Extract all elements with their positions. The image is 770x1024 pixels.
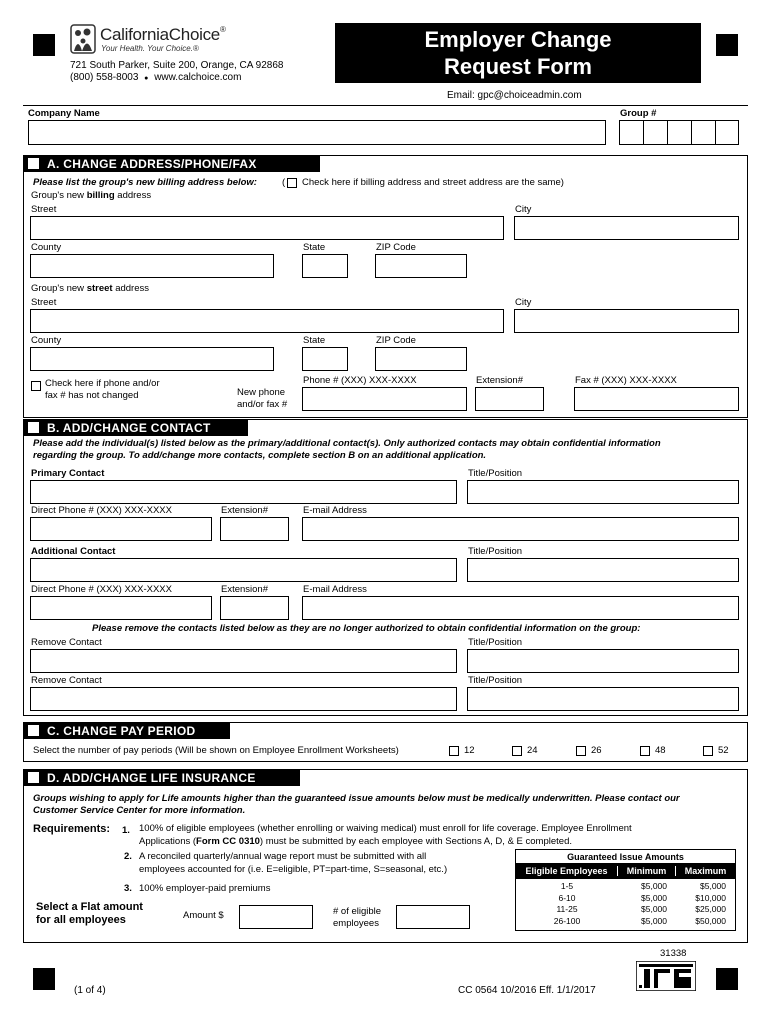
section-a-title: A. CHANGE ADDRESS/PHONE/FAX [47, 156, 257, 171]
street-state-field[interactable] [302, 347, 348, 371]
form-title-line-2: Request Form [444, 54, 592, 79]
street-county-field[interactable] [30, 347, 274, 371]
section-c-header [23, 722, 230, 739]
remove-title-2-label: Title/Position [468, 675, 523, 686]
pay-period-48-checkbox[interactable] [640, 746, 650, 756]
remove-contact-2-label: Remove Contact [31, 675, 102, 686]
same-address-label: Check here if billing address and street address are the same) [302, 177, 564, 188]
phone-unchanged-label-2: fax # has not changed [45, 390, 139, 401]
page-number: (1 of 4) [74, 985, 106, 996]
pay-period-24-label: 24 [527, 745, 538, 756]
pay-period-24-checkbox[interactable] [512, 746, 522, 756]
billing-address-heading: Group's new billing address [31, 190, 152, 201]
eligible-employees-label-2: employees [333, 918, 379, 929]
company-contact-line [70, 72, 241, 83]
street-street-field[interactable] [30, 309, 504, 333]
table-cell: $5,000 [641, 892, 667, 903]
logo [70, 24, 270, 56]
requirement-3-number: 3. [124, 883, 132, 894]
table-cell: 1-5 [560, 881, 574, 891]
remove-title-2-field[interactable] [467, 687, 739, 711]
additional-contact-field[interactable] [30, 558, 457, 582]
street-zip-field[interactable] [375, 347, 467, 371]
group-number-field[interactable] [619, 120, 739, 145]
additional-contact-label: Additional Contact [31, 546, 116, 557]
table-cell: $50,000 [695, 915, 726, 926]
table-cell: $5,000 [700, 881, 726, 891]
flat-amount-label-2: for all employees [36, 914, 126, 926]
billing-state-field[interactable] [302, 254, 348, 278]
guaranteed-issue-table [515, 849, 736, 931]
requirement-1-number: 1. [122, 825, 130, 836]
billing-county-label: County [31, 242, 62, 253]
billing-zip-label: ZIP Code [376, 242, 416, 253]
requirement-3-text: 100% employer-paid premiums [139, 883, 271, 894]
family-logo-icon [70, 24, 96, 54]
eligible-employees-field[interactable] [396, 905, 470, 929]
contact-email: Email: gpc@choiceadmin.com [447, 90, 582, 101]
section-b-header [23, 419, 248, 436]
barcode-icon [636, 961, 696, 991]
form-title-block [335, 23, 701, 83]
phone-unchanged-checkbox[interactable] [31, 381, 41, 391]
bullet-separator: ● [144, 75, 149, 82]
street-city-label: City [515, 297, 532, 308]
requirements-label: Requirements: [33, 823, 111, 835]
extension-field[interactable] [475, 387, 544, 411]
guaranteed-issue-header-row [516, 863, 735, 879]
same-address-checkbox[interactable] [287, 178, 297, 188]
primary-email-label: E-mail Address [303, 505, 367, 516]
remove-title-1-label: Title/Position [468, 637, 523, 648]
table-cell: $25,000 [695, 904, 726, 914]
guaranteed-issue-rows [516, 879, 735, 930]
primary-phone-field[interactable] [30, 517, 212, 541]
new-phone-label-1: New phone [237, 387, 286, 398]
section-a-header [23, 155, 320, 172]
section-b-title: B. ADD/CHANGE CONTACT [47, 420, 211, 435]
billing-city-label: City [515, 204, 532, 215]
logo-tagline: Your Health. Your Choice.® [101, 44, 199, 53]
table-cell: $5,000 [641, 915, 667, 926]
billing-zip-field[interactable] [375, 254, 467, 278]
pay-period-48-label: 48 [655, 745, 666, 756]
street-street-label: Street [31, 297, 57, 308]
primary-extension-label: Extension# [221, 505, 269, 516]
form-title-line-1: Employer Change [424, 27, 612, 52]
additional-extension-field[interactable] [220, 596, 289, 620]
table-cell: $5,000 [641, 904, 667, 914]
extension-label: Extension# [476, 375, 524, 386]
company-address: 721 South Parker, Suite 200, Orange, CA 92868 [70, 60, 284, 71]
company-name-field[interactable] [28, 120, 606, 145]
requirement-2-line-2: employees accounted for (i.e. E=eligible, PT=part-time, S=seasonal, etc.) [139, 864, 448, 875]
amount-field[interactable] [239, 905, 313, 929]
guaranteed-issue-title: Guaranteed Issue Amounts [567, 852, 684, 862]
requirement-2-line-1: A reconciled quarterly/annual wage report must be submitted with all [139, 851, 427, 862]
remove-contact-1-field[interactable] [30, 649, 457, 673]
section-a-checkbox[interactable] [28, 158, 39, 169]
section-d-header [23, 769, 300, 786]
registration-mark-top-right [716, 34, 738, 56]
table-row [516, 916, 735, 928]
primary-title-label: Title/Position [468, 468, 523, 479]
section-d-title: D. ADD/CHANGE LIFE INSURANCE [47, 770, 256, 785]
phone-unchanged-label-1: Check here if phone and/or [45, 378, 160, 389]
fax-label: Fax # (XXX) XXX-XXXX [575, 375, 677, 386]
street-city-field[interactable] [514, 309, 739, 333]
fax-field[interactable] [574, 387, 739, 411]
section-c-title: C. CHANGE PAY PERIOD [47, 723, 196, 738]
table-cell: 6-10 [558, 892, 576, 903]
street-address-heading: Group's new street address [31, 283, 149, 294]
billing-street-field[interactable] [30, 216, 504, 240]
section-a-instruction: Please list the group's new billing address below: [33, 177, 257, 188]
phone-label: Phone # (XXX) XXX-XXXX [303, 375, 417, 386]
pay-period-26-checkbox[interactable] [576, 746, 586, 756]
table-cell: 11-25 [556, 904, 578, 914]
group-number-label: Group # [620, 108, 657, 119]
remove-title-1-field[interactable] [467, 649, 739, 673]
remove-instruction: Please remove the contacts listed below as they are no longer authorized to obtain confidential information on the group: [92, 623, 641, 634]
primary-email-field[interactable] [302, 517, 739, 541]
additional-title-label: Title/Position [468, 546, 523, 557]
table-row [516, 893, 735, 905]
primary-contact-label: Primary Contact [31, 468, 105, 479]
table-row [516, 881, 735, 893]
remove-contact-2-field[interactable] [30, 687, 457, 711]
billing-state-label: State [303, 242, 326, 253]
company-website: www.calchoice.com [154, 72, 242, 83]
form-code: 31338 [660, 948, 687, 959]
pay-period-12-label: 12 [464, 745, 475, 756]
table-cell: $5,000 [641, 881, 667, 891]
billing-county-field[interactable] [30, 254, 274, 278]
open-paren: ( [282, 177, 286, 188]
logo-name: CaliforniaChoice [100, 25, 220, 44]
form-id: CC 0564 10/2016 Eff. 1/1/2017 [458, 985, 596, 996]
eligible-employees-label-1: # of eligible [333, 906, 382, 917]
additional-phone-label: Direct Phone # (XXX) XXX-XXXX [31, 584, 172, 595]
table-cell: $10,000 [695, 892, 726, 903]
street-county-label: County [31, 335, 62, 346]
section-b-checkbox[interactable] [28, 422, 39, 433]
new-phone-label-2: and/or fax # [237, 399, 288, 410]
primary-contact-field[interactable] [30, 480, 457, 504]
amount-label: Amount $ [183, 910, 224, 921]
registration-mark-top-left [33, 34, 55, 56]
flat-amount-label-1: Select a Flat amount [36, 901, 143, 913]
additional-email-label: E-mail Address [303, 584, 367, 595]
registration-mark-bottom-left [33, 968, 55, 990]
pay-period-26-label: 26 [591, 745, 602, 756]
additional-email-field[interactable] [302, 596, 739, 620]
top-rule [23, 105, 748, 106]
additional-extension-label: Extension# [221, 584, 269, 595]
pay-period-52-checkbox[interactable] [703, 746, 713, 756]
section-d-checkbox[interactable] [28, 772, 39, 783]
requirement-2-number: 2. [124, 851, 132, 862]
additional-title-field[interactable] [467, 558, 739, 582]
billing-city-field[interactable] [514, 216, 739, 240]
primary-phone-label: Direct Phone # (XXX) XXX-XXXX [31, 505, 172, 516]
header-maximum: Maximum [684, 866, 727, 876]
table-cell: 26-100 [553, 915, 581, 926]
requirement-1-line-2: Applications (Form CC 0310) must be submitted by each employee with Sections A, D, & E completed. [139, 836, 572, 847]
registration-mark-bottom-right [716, 968, 738, 990]
phone-field[interactable] [302, 387, 467, 411]
table-row [516, 904, 735, 916]
street-zip-label: ZIP Code [376, 335, 416, 346]
remove-contact-1-label: Remove Contact [31, 637, 102, 648]
section-c-checkbox[interactable] [28, 725, 39, 736]
requirement-1-line-1: 100% of eligible employees (whether enrolling or waiving medical) must enroll for life coverage. Employee Enrollment [139, 823, 632, 834]
billing-street-label: Street [31, 204, 57, 215]
header-eligible-employees: Eligible Employees [516, 866, 618, 876]
primary-extension-field[interactable] [220, 517, 289, 541]
pay-period-12-checkbox[interactable] [449, 746, 459, 756]
pay-period-52-label: 52 [718, 745, 729, 756]
company-name-label: Company Name [28, 108, 100, 119]
street-state-label: State [303, 335, 326, 346]
primary-title-field[interactable] [467, 480, 739, 504]
section-b-instruction: Please add the individual(s) listed below as the primary/additional contact(s). Only authorized contacts may obtain confidential information regarding the group. To add/change more contacts, complete section B on an additional application. [33, 438, 661, 461]
company-phone: (800) 558-8003 [70, 72, 139, 83]
pay-period-instruction: Select the number of pay periods (Will be shown on Employee Enrollment Worksheets) [33, 745, 399, 756]
additional-phone-field[interactable] [30, 596, 212, 620]
header-minimum: Minimum [618, 866, 676, 876]
section-d-instruction: Groups wishing to apply for Life amounts higher than the guaranteed issue amounts below must be medically underwritten. Please contact our Customer Service Center for more information. [33, 793, 680, 816]
logo-registered-mark: ® [219, 25, 226, 34]
